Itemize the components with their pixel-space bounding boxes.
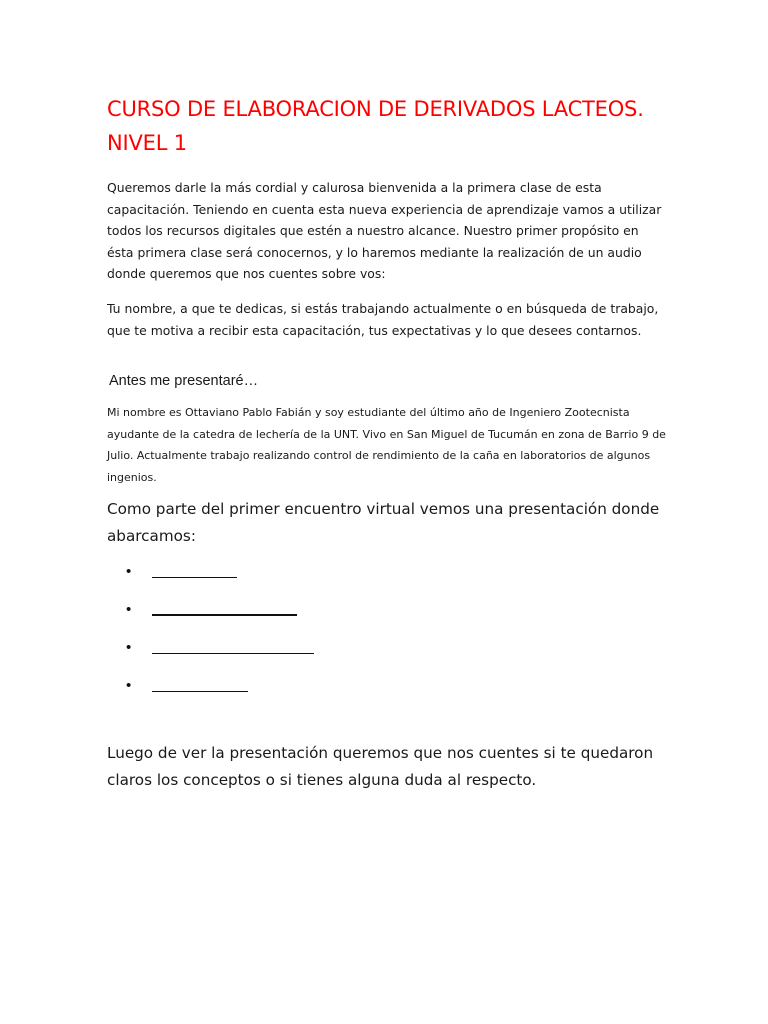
welcome-paragraph: Queremos darle la más cordial y calurosa bienvenida a la primera clase de esta capacitación. Teniendo en cuenta esta nueva experiencia de aprendizaje vamos a utilizar todos los recursos digitales que estén a nuestro alcance. Nuestro primer propósito en ésta primera clase será conocernos, y lo haremos mediante la realización de un audio donde queremos que nos cuentes sobre vos: xyxy=(107,180,662,281)
blank-line xyxy=(152,691,248,692)
title-line-1: CURSO DE ELABORACION DE DERIVADOS LACTEOS. xyxy=(107,97,644,121)
bullet-icon: • xyxy=(126,563,132,580)
blank-line xyxy=(152,614,297,616)
bullet-icon: • xyxy=(126,639,132,656)
bio-paragraph: Mi nombre es Ottaviano Pablo Fabián y soy estudiante del último año de Ingeniero Zootecnista ayudante de la catedra de lechería de la UNT. Vivo en San Miguel de Tucumán en zona de Barrio 9 de Julio. Actualmente trabajo realizando control de rendimiento de la caña en laboratorios de algunos ingenios. xyxy=(107,406,666,484)
document-title xyxy=(107,92,707,160)
bullet-icon: • xyxy=(126,601,132,618)
lead-paragraph: Como parte del primer encuentro virtual vemos una presentación donde abarcamos: xyxy=(107,500,660,545)
title-line-2: NIVEL 1 xyxy=(107,131,187,155)
instructions-paragraph: Tu nombre, a que te dedicas, si estás trabajando actualmente o en búsqueda de trabajo, que te motiva a recibir esta capacitación, tus expectativas y lo que desees contarnos. xyxy=(107,301,659,338)
intro-line: Antes me presentaré… xyxy=(109,373,259,389)
closing-paragraph: Luego de ver la presentación queremos que nos cuentes si te quedaron claros los conceptos o si tienes alguna duda al respecto. xyxy=(107,744,654,789)
bullet-icon: • xyxy=(126,677,132,694)
blank-line xyxy=(152,577,237,578)
blank-line xyxy=(152,653,314,654)
